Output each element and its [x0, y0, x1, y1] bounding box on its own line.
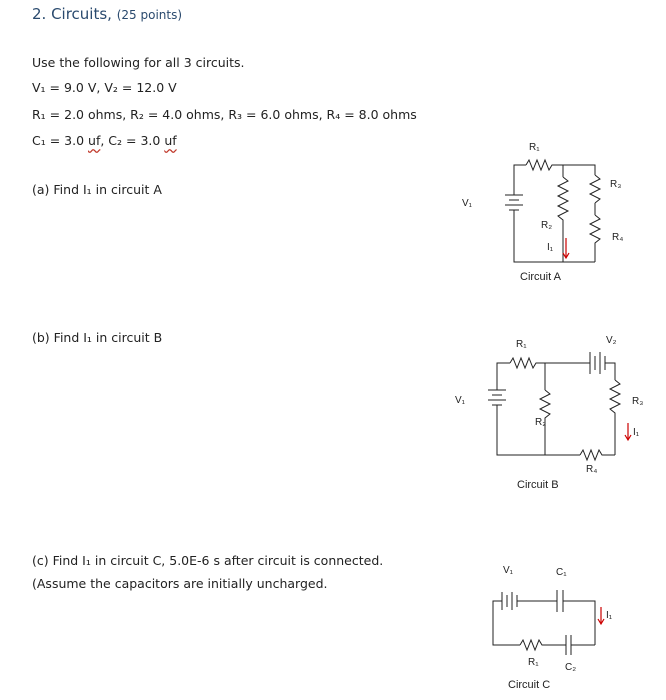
- circuit-a-caption: Circuit A: [520, 271, 561, 283]
- circuit-c-v1-battery: [502, 592, 517, 610]
- circuit-b-i1-arrow: [625, 423, 631, 440]
- circuit-a-r3-label: R₃: [610, 179, 622, 190]
- circuit-b-r1-label: R₁: [516, 339, 527, 350]
- circuit-a-i1-label: I₁: [547, 242, 554, 253]
- circuit-b-r4-resistor: [580, 450, 615, 460]
- circuit-b-v1-label: V₁: [455, 395, 466, 406]
- circuit-b-r2-label: R₂: [535, 417, 547, 428]
- circuit-b-r4-label: R₄: [586, 464, 598, 475]
- question-c: (c) Find I₁ in circuit C, 5.0E-6 s after circuit is connected.: [32, 553, 384, 568]
- circuit-b-i1-label: I₁: [633, 427, 640, 438]
- problem-number: 2. Circuits,: [32, 5, 112, 23]
- circuit-a-r1-label: R₁: [529, 142, 540, 153]
- circuit-c-caption: Circuit C: [508, 679, 551, 691]
- circuit-a-r1-resistor: [526, 160, 563, 170]
- circuit-a-i1-arrow: [563, 238, 569, 258]
- c2-prefix: , C₂ = 3.0: [100, 133, 165, 148]
- circuit-a-v1-battery: [505, 195, 523, 225]
- circuit-b-diagram: [455, 335, 643, 491]
- circuit-c-c2-capacitor: [566, 635, 571, 655]
- c1-unit: uf: [88, 133, 101, 148]
- circuit-b-r3-resistor: [610, 380, 620, 455]
- circuit-a-r2-label: R₂: [541, 220, 553, 231]
- circuit-b-caption: Circuit B: [517, 479, 559, 491]
- intro-text: Use the following for all 3 circuits.: [32, 55, 245, 70]
- circuit-b-v2-battery: [590, 352, 605, 374]
- circuit-c-c1-capacitor: [557, 590, 563, 612]
- circuit-c-i1-arrow: [598, 607, 604, 624]
- problem-points: (25 points): [116, 8, 183, 22]
- voltages-text: V₁ = 9.0 V, V₂ = 12.0 V: [32, 80, 177, 95]
- circuit-c-c1-label: C₁: [556, 567, 567, 578]
- circuit-c-r1-resistor: [520, 640, 566, 650]
- circuit-a-r4-resistor: [590, 215, 600, 262]
- question-c-note: (Assume the capacitors are initially uncharged.: [32, 576, 328, 591]
- resistors-text: R₁ = 2.0 ohms, R₂ = 4.0 ohms, R₃ = 6.0 ohms, R₄ = 8.0 ohms: [32, 107, 417, 122]
- circuit-b-r3-label: R₃: [632, 396, 644, 407]
- circuit-a-r4-label: R₄: [612, 232, 624, 243]
- circuit-a-r3-resistor: [590, 175, 600, 203]
- circuit-b-v2-label: V₂: [606, 335, 617, 346]
- circuit-c-c2-label: C₂: [565, 662, 577, 673]
- circuit-c-i1-label: I₁: [606, 610, 613, 621]
- circuit-c-r1-label: R₁: [528, 657, 539, 668]
- circuit-a-v1-label: V₁: [462, 198, 473, 209]
- circuit-a-diagram: [462, 142, 623, 283]
- question-a: (a) Find I₁ in circuit A: [32, 182, 162, 197]
- circuit-b-r1-resistor: [510, 358, 545, 368]
- c1-prefix: C₁ = 3.0: [32, 133, 89, 148]
- circuit-c-diagram: [493, 565, 613, 691]
- circuit-c-v1-label: V₁: [503, 565, 514, 576]
- question-b: (b) Find I₁ in circuit B: [32, 330, 163, 345]
- c2-unit: uf: [164, 133, 177, 148]
